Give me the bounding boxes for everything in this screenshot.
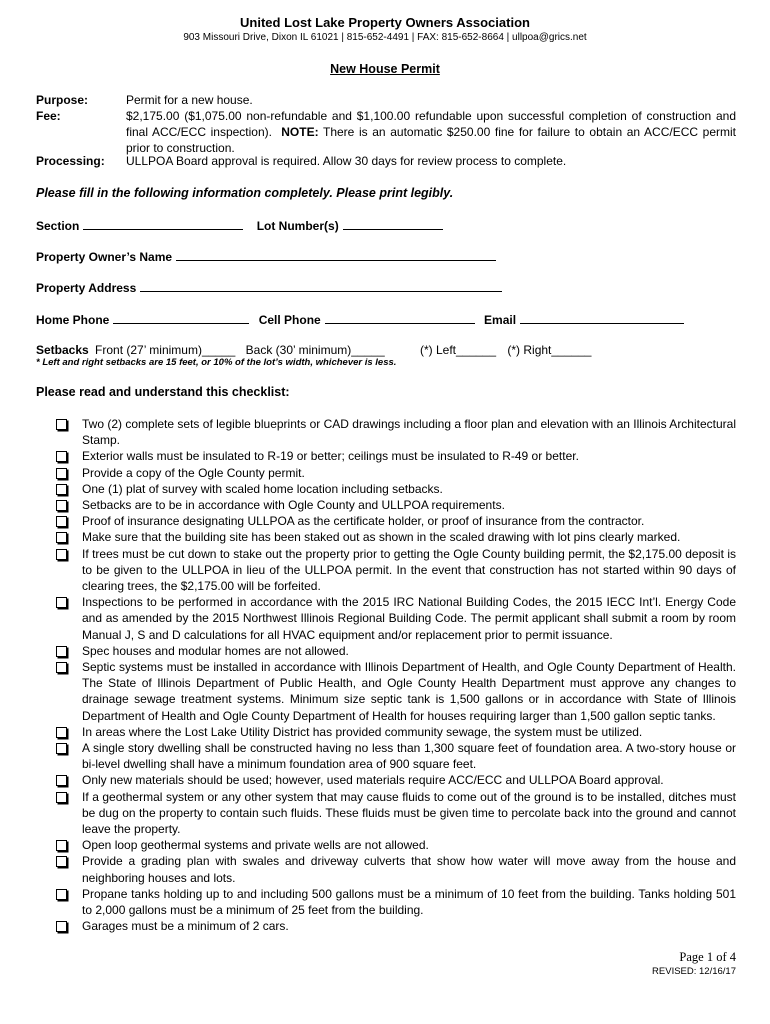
checkbox-icon[interactable]	[56, 532, 67, 543]
checkbox-icon[interactable]	[56, 516, 67, 527]
property-address-label: Property Address	[36, 281, 137, 295]
setback-back-field[interactable]: Back (30’ minimum)_____	[245, 343, 385, 357]
email-field[interactable]	[520, 311, 684, 324]
checklist-item-text: Septic systems must be installed in accordance with Illinois Department of Health, and Ogle County Department of Health. The State of Illinois Department of Public Health, and Ogle County Health Department must approve any changes to drainage sewage treatment systems. Minimum size septic tank is 1,500 gallons or in accordance with State of Illinois Department of Health and Ogle County Department of Health for houses requiring larger than 1,500 gallon septic tanks.	[82, 660, 736, 723]
checklist-item-text: Proof of insurance designating ULLPOA as the certificate holder, or proof of insurance from the contractor.	[82, 514, 645, 529]
cell-phone-field[interactable]	[325, 311, 475, 324]
checklist-item	[56, 497, 736, 513]
fee-note-text: There is an automatic $250.00 fine for failure to obtain an ACC/ECC permit prior to construction.	[126, 125, 737, 155]
checklist-item-text: A single story dwelling shall be constructed having no less than 1,300 square feet of foundation area. A two-story house or bi-level dwelling shall have a minimum foundation area of 900 square feet.	[82, 741, 736, 772]
checklist-item	[56, 724, 736, 740]
lot-numbers-label: Lot Number(s)	[256, 219, 339, 233]
checklist-item	[56, 529, 736, 545]
checkbox-icon[interactable]	[56, 451, 67, 462]
purpose-text: Permit for a new house.	[126, 93, 253, 107]
checklist-item-text: Propane tanks holding up to and including 500 gallons must be a minimum of 10 feet from the building. Tanks holding 501 to 2,000 gallons must be a minimum of 25 feet from the building.	[82, 886, 736, 918]
fee-note-label: NOTE:	[281, 125, 319, 139]
fee-row	[36, 108, 736, 156]
checklist-item-text: Setbacks are to be in accordance with Ogle County and ULLPOA requirements.	[82, 498, 505, 513]
setback-front-field[interactable]: Front (27’ minimum)_____	[95, 343, 236, 357]
checklist-item-text: Only new materials should be used; however, used materials require ACC/ECC and ULLPOA Board approval.	[82, 773, 664, 788]
checkbox-icon[interactable]	[56, 792, 67, 803]
owner-name-label: Property Owner’s Name	[36, 250, 173, 264]
checklist-item	[56, 659, 736, 724]
purpose-row	[36, 92, 736, 108]
checklist-item-text: Spec houses and modular homes are not allowed.	[82, 643, 349, 658]
checklist-item-text: Two (2) complete sets of legible blueprints or CAD drawings including a floor plan and elevation with an Illinois Architectural Stamp.	[82, 417, 736, 448]
checkbox-icon[interactable]	[56, 500, 67, 511]
checklist-heading: Please read and understand this checklist:	[36, 385, 290, 399]
checkbox-icon[interactable]	[56, 597, 67, 608]
checklist-item	[56, 918, 736, 934]
checkbox-icon[interactable]	[56, 484, 67, 495]
section-field[interactable]	[83, 217, 243, 230]
checkbox-icon[interactable]	[56, 775, 67, 786]
processing-row	[36, 153, 736, 169]
section-label: Section	[36, 219, 80, 233]
checklist-item-text: If a geothermal system or any other system that may cause fluids to come out of the ground is to be installed, ditches must be dug on the property to contain such fluids. These fluids must be given time to percolate back into the ground and cannot leave the property.	[82, 789, 736, 837]
checklist-item	[56, 546, 736, 595]
setback-left-field[interactable]: (*) Left______	[419, 343, 497, 357]
setbacks-label: Setbacks	[36, 343, 89, 357]
checklist-item	[56, 594, 736, 643]
checklist-item	[56, 465, 736, 481]
home-phone-label: Home Phone	[36, 313, 110, 327]
section-lot-row	[36, 217, 443, 233]
checklist-item	[56, 886, 736, 918]
checkbox-icon[interactable]	[56, 662, 67, 673]
checklist-item-text: Inspections to be performed in accordance with the 2015 IRC National Building Codes, the 2015 IECC Int’l. Energy Code and as amended by the 2015 Northwest Illinois Regional Building Code. The permit applicant shall submit a room by room Manual J, S and D calculations for all HVAC equipment and/or replacement prior to permit issuance.	[82, 595, 736, 642]
setback-right-field[interactable]: (*) Right______	[507, 343, 592, 357]
checkbox-icon[interactable]	[56, 889, 67, 900]
fee-text: $2,175.00 ($1,075.00 non-refundable and $1,100.00 refundable upon successful completion of construction and final ACC/ECC inspection).	[126, 109, 736, 139]
processing-label: Processing:	[36, 154, 105, 168]
organization-name: United Lost Lake Property Owners Association	[240, 15, 530, 30]
checkbox-icon[interactable]	[56, 743, 67, 754]
checklist-item-text: Provide a grading plan with swales and driveway culverts that show how water will move away from the house and neighboring houses and lots.	[82, 854, 736, 885]
checklist-item-text: One (1) plat of survey with scaled home location including setbacks.	[82, 481, 443, 496]
checkbox-icon[interactable]	[56, 727, 67, 738]
checklist-item	[56, 416, 736, 448]
home-phone-field[interactable]	[113, 311, 249, 324]
checklist-item	[56, 643, 736, 659]
cell-phone-label: Cell Phone	[258, 313, 321, 327]
checklist-item	[56, 740, 736, 772]
owner-name-field[interactable]	[176, 248, 496, 261]
checklist-item	[56, 513, 736, 529]
purpose-label: Purpose:	[36, 93, 89, 107]
processing-text: ULLPOA Board approval is required. Allow 30 days for review process to complete.	[126, 154, 567, 168]
revision-date: REVISED: 12/16/17	[652, 966, 736, 977]
checklist-item-text: If trees must be cut down to stake out the property prior to getting the Ogle County building permit, the $2,175.00 deposit is to be given to the ULLPOA in lieu of the ULLPOA permit. In the event that construction has not started within 90 days of clearing trees, the $2,175.00 will be forfeited.	[82, 546, 736, 594]
checklist-item-text: In areas where the Lost Lake Utility District has provided community sewage, the system must be utilized.	[82, 724, 643, 739]
checkbox-icon[interactable]	[56, 646, 67, 657]
checklist-item	[56, 789, 736, 838]
checklist	[56, 416, 736, 935]
checkbox-icon[interactable]	[56, 856, 67, 867]
organization-contact: 903 Missouri Drive, Dixon IL 61021 | 815-652-4491 | FAX: 815-652-8664 | ullpoa@grics.net	[183, 32, 587, 43]
checklist-item-text: Garages must be a minimum of 2 cars.	[82, 919, 289, 934]
phone-email-row	[36, 311, 684, 327]
checkbox-icon[interactable]	[56, 549, 67, 560]
checklist-item-text: Exterior walls must be insulated to R-19 or better; ceilings must be insulated to R-49 or better.	[82, 449, 579, 464]
document-title: New House Permit	[330, 62, 440, 76]
email-label: Email	[484, 313, 517, 327]
setbacks-row	[36, 343, 591, 357]
fee-text-block	[126, 108, 736, 156]
checklist-item	[56, 481, 736, 497]
checklist-item	[56, 448, 736, 464]
checklist-item-text: Provide a copy of the Ogle County permit.	[82, 465, 305, 480]
checklist-item	[56, 837, 736, 853]
property-address-field[interactable]	[140, 279, 502, 292]
checkbox-icon[interactable]	[56, 921, 67, 932]
setbacks-note: * Left and right setbacks are 15 feet, or 10% of the lot’s width, whichever is less.	[36, 357, 397, 368]
checkbox-icon[interactable]	[56, 419, 67, 430]
lot-numbers-field[interactable]	[343, 217, 443, 230]
checklist-item	[56, 853, 736, 885]
checklist-item-text: Make sure that the building site has been staked out as shown in the scaled drawing with lot pins clearly marked.	[82, 530, 681, 545]
checkbox-icon[interactable]	[56, 468, 67, 479]
page-number: Page 1 of 4	[679, 950, 736, 964]
fee-label: Fee:	[36, 109, 61, 123]
property-address-row	[36, 279, 502, 295]
owner-name-row	[36, 248, 496, 264]
checklist-item	[56, 772, 736, 788]
checkbox-icon[interactable]	[56, 840, 67, 851]
fill-instruction: Please fill in the following information completely. Please print legibly.	[36, 186, 454, 200]
checklist-item-text: Open loop geothermal systems and private wells are not allowed.	[82, 838, 429, 853]
